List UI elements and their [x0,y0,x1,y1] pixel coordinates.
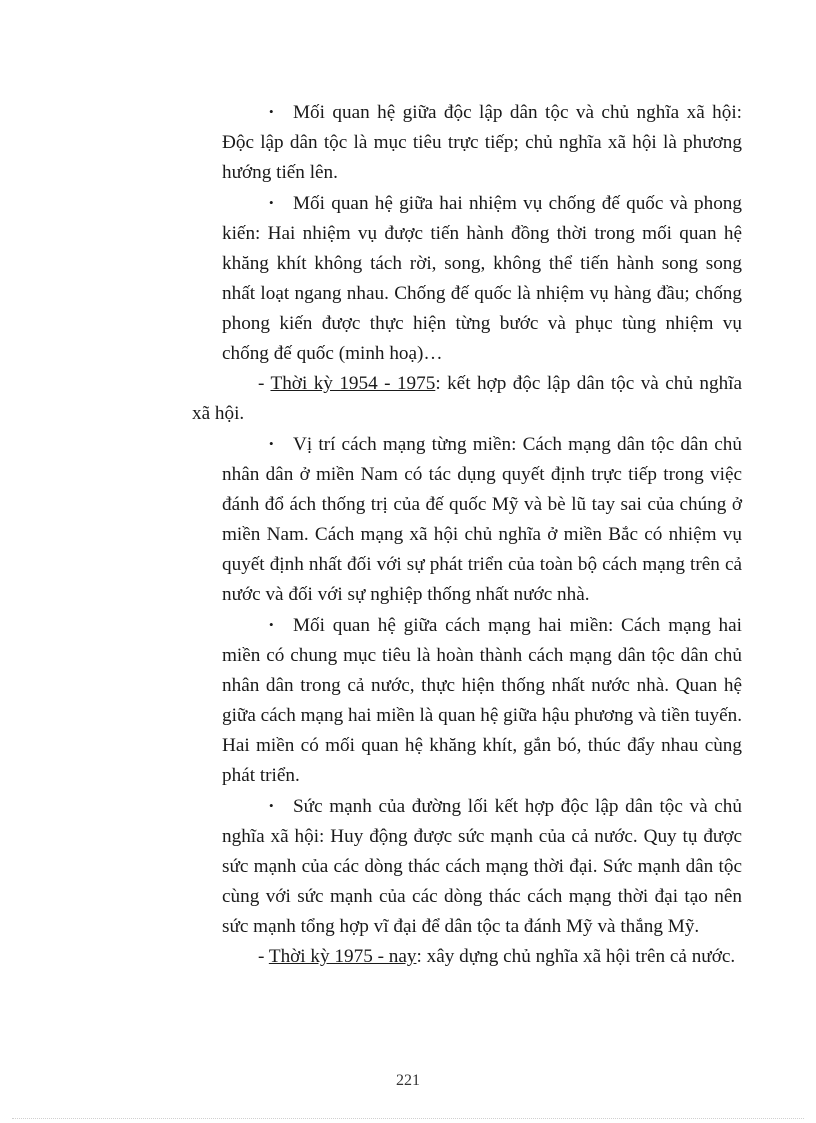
bullet-paragraph-5 [222,791,742,942]
paragraph-text: Sức mạnh của đường lối kết hợp độc lập dân tộc và chủ nghĩa xã hội: Huy động được sức mạnh của cả nước. Quy tụ được sức mạnh của các dòng thác cách mạng thời đại. Sức mạnh dân tộc cùng với sức mạnh của các dòng thác cách mạng thời đại tạo nên sức mạnh tổng hợp vĩ đại để dân tộc ta đánh Mỹ và thắng Mỹ. [222,796,742,937]
bullet-icon: • [269,104,274,119]
period-heading-1975-nay [192,942,742,972]
bullet-icon: • [269,798,274,813]
period-label: Thời kỳ 1954 - 1975 [270,373,436,394]
bullet-paragraph-3 [222,429,742,610]
paragraph-text: Mối quan hệ giữa độc lập dân tộc và chủ nghĩa xã hội: Độc lập dân tộc là mục tiêu trực tiếp; chủ nghĩa xã hội là phương hướng tiến lên. [222,102,742,183]
period-description: : kết hợp độc lập dân tộc và chủ nghĩa xã hội. [192,373,743,424]
paragraph-text: Mối quan hệ giữa cách mạng hai miền: Cách mạng hai miền có chung mục tiêu là hoàn thành cách mạng dân tộc dân chủ nhân dân trong cả nước, thực hiện thống nhất nước nhà. Quan hệ giữa cách mạng hai miền là quan hệ giữa hậu phương và tiền tuyến. Hai miền có mối quan hệ khăng khít, gắn bó, thúc đẩy nhau cùng phát triển. [222,615,742,786]
dash-marker: - [258,946,269,967]
bullet-icon: • [269,195,274,210]
bullet-paragraph-2 [222,188,742,369]
period-heading-1954-1975 [192,369,742,429]
bullet-paragraph-1 [222,97,742,188]
paragraph-text: Mối quan hệ giữa hai nhiệm vụ chống đế quốc và phong kiến: Hai nhiệm vụ được tiến hành đồng thời trong mối quan hệ khăng khít không tách rời, song, không thể tiến hành song song nhất loạt ngang nhau. Chống đế quốc là nhiệm vụ hàng đầu; chống phong kiến được thực hiện từng bước và phục tùng nhiệm vụ chống đế quốc (minh hoạ)… [222,193,742,364]
bullet-icon: • [269,617,274,632]
dash-marker: - [258,373,271,394]
bullet-icon: • [269,436,274,451]
paragraph-text: Vị trí cách mạng từng miền: Cách mạng dân tộc dân chủ nhân dân ở miền Nam có tác dụng quyết định trực tiếp trong việc đánh đổ ách thống trị của đế quốc Mỹ và bè lũ tay sai của chúng ở miền Nam. Cách mạng xã hội chủ nghĩa ở miền Bắc có nhiệm vụ quyết định nhất đối với sự phát triển của toàn bộ cách mạng trên cả nước và đối với sự nghiệp thống nhất nước nhà. [222,434,742,605]
bullet-paragraph-4 [222,610,742,791]
body-text [192,97,743,972]
page-bottom-divider [12,1118,804,1119]
page-number: 221 [396,1072,420,1089]
period-label: Thời kỳ 1975 - nay [268,946,417,967]
period-description: : xây dựng chủ nghĩa xã hội trên cả nước. [416,946,736,967]
